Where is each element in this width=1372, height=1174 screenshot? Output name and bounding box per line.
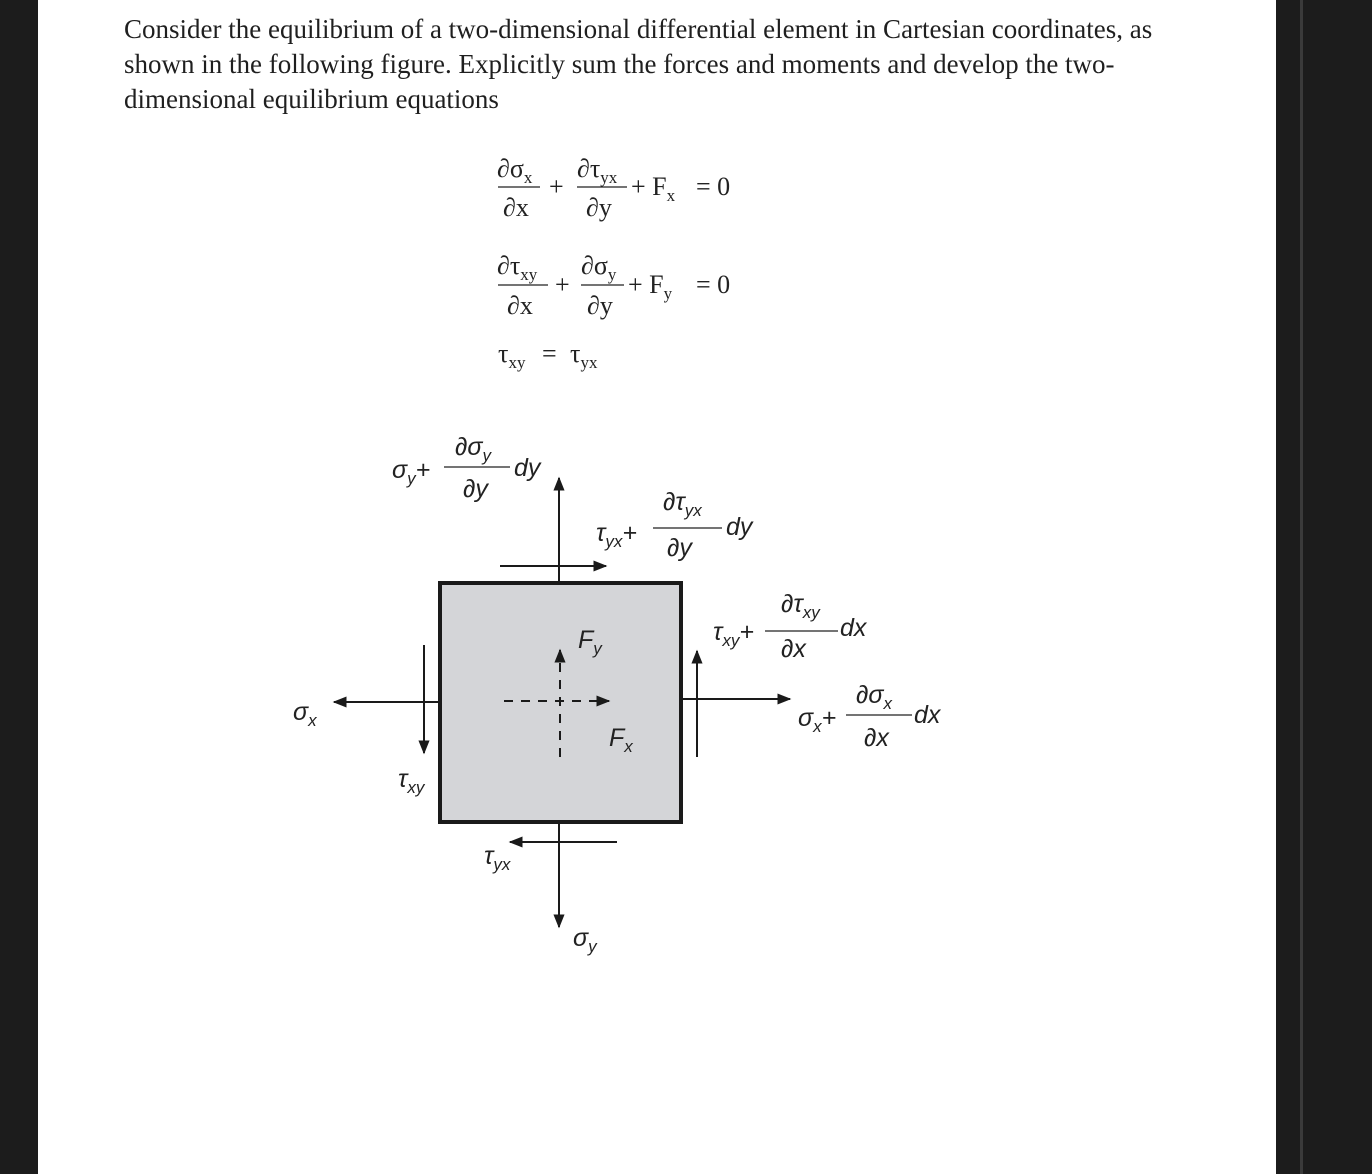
svg-text:dy: dy: [514, 454, 541, 482]
eq2-term2-numerator: $\partial\sigma_y$: [581, 251, 617, 284]
eq1-plus: +: [549, 172, 564, 201]
label-bottom-normal-stress: $\sigma_y$: [573, 924, 597, 956]
eq1-term2-numerator: $\partial\tau_{yx}$: [577, 154, 618, 187]
eq2-term1-numerator: $\partial\tau_{xy}$: [497, 251, 538, 284]
svg-text:∂x: ∂x: [781, 635, 806, 663]
eq3-lhs: $\tau_{xy}$: [498, 339, 526, 372]
eq1-term2-denominator: ∂y: [586, 193, 612, 222]
label-top-normal-stress: [392, 433, 542, 503]
label-body-force-y: $F_y$: [578, 626, 602, 658]
svg-text:σx+: $\sigma_x+$: [798, 704, 837, 736]
label-left-normal-stress: $\sigma_x$: [293, 698, 317, 730]
svg-text:∂σx: $\partial\sigma_x$: [856, 681, 892, 713]
eq2-term2-denominator: ∂y: [587, 291, 613, 320]
svg-text:dx: dx: [840, 614, 867, 642]
eq1-rhs: = 0: [696, 172, 731, 201]
problem-statement: Consider the equilibrium of a two-dimensional differential element in Cartesian coordinates, as shown in the following figure. Explicitly sum the forces and moments and develop the two-dimensional equilibrium equations: [124, 14, 1153, 114]
svg-text:σy+: $\sigma_y+$: [392, 456, 431, 488]
eq2-body-force: + $F_y$: [628, 270, 673, 303]
label-body-force-x: $F_x$: [609, 724, 633, 756]
label-right-normal-stress: [798, 681, 942, 752]
svg-text:∂y: ∂y: [667, 534, 692, 562]
svg-text:dx: dx: [914, 701, 941, 729]
equation-y-equilibrium: [497, 251, 730, 320]
eq1-term1-denominator: ∂x: [503, 193, 529, 222]
svg-text:∂x: ∂x: [864, 724, 889, 752]
label-right-shear-stress: [713, 590, 868, 663]
svg-text:∂τxy: $\partial\tau_{xy}$: [781, 590, 820, 622]
equation-x-equilibrium: [497, 154, 730, 222]
label-left-shear-stress: $\tau_{xy}$: [398, 765, 425, 797]
svg-text:τyx+: $\tau_{yx}+$: [596, 519, 637, 551]
svg-text:∂σy: $\partial\sigma_y$: [455, 433, 491, 465]
eq2-plus: +: [555, 270, 570, 299]
label-bottom-shear-stress: $\tau_{yx}$: [484, 842, 511, 874]
label-top-shear-stress: [596, 488, 754, 562]
eq1-term1-numerator: $\partial\sigma_x$: [497, 154, 533, 187]
eq3-rhs: $\tau_{yx}$: [570, 339, 598, 372]
eq1-body-force: + $F_x$: [631, 172, 676, 205]
equation-shear-symmetry: [498, 339, 598, 372]
eq3-equals: =: [542, 339, 557, 368]
eq2-rhs: = 0: [696, 270, 731, 299]
svg-text:∂y: ∂y: [463, 475, 488, 503]
svg-text:dy: dy: [726, 513, 753, 541]
eq2-term1-denominator: ∂x: [507, 291, 533, 320]
svg-text:τxy+: $\tau_{xy}+$: [713, 618, 754, 650]
svg-text:∂τyx: $\partial\tau_{yx}$: [663, 488, 702, 520]
